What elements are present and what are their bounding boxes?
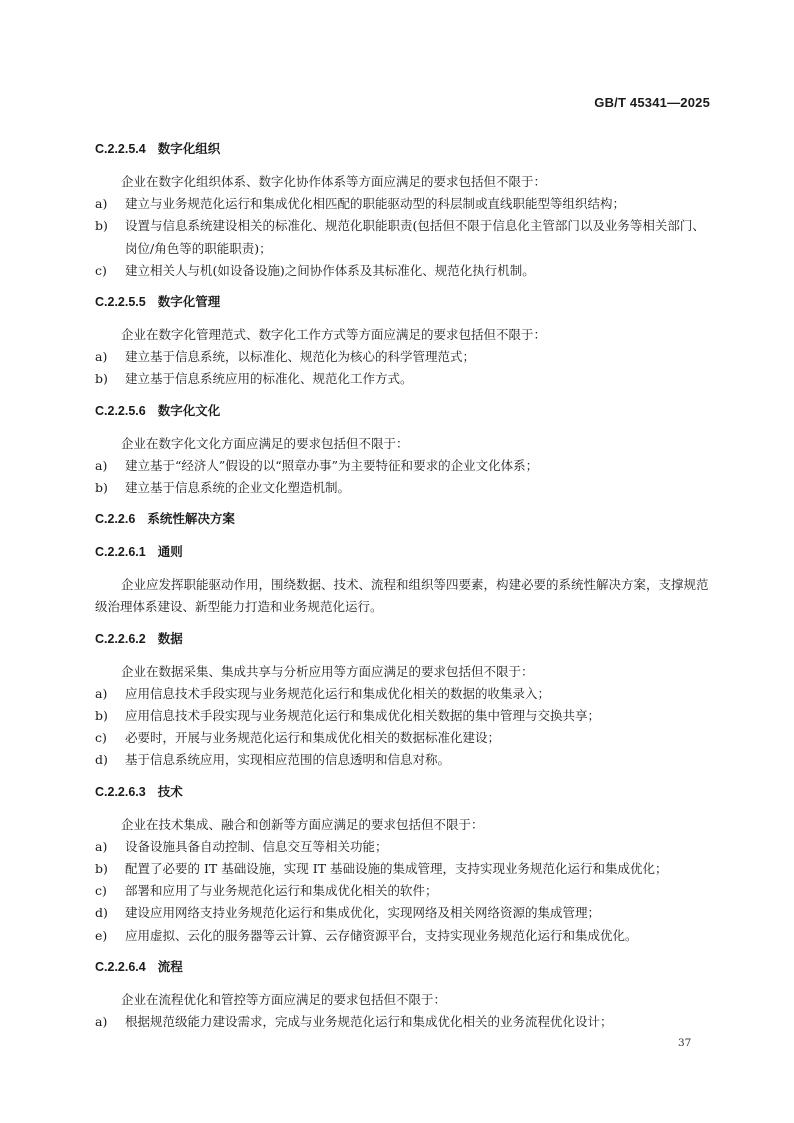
list-item-text: 建立与业务规范化运行和集成优化相匹配的职能驱动型的科层制或直线职能型等组织结构； bbox=[125, 196, 626, 212]
list-item-text: 应用信息技术手段实现与业务规范化运行和集成优化相关的数据的收集录入； bbox=[125, 685, 551, 701]
list-marker: a) bbox=[95, 196, 108, 212]
section-title: 数字化管理 bbox=[157, 295, 221, 310]
list-item-text: 必要时，开展与业务规范化运行和集成优化相关的数据标准化建设； bbox=[125, 730, 501, 746]
list-item-text: 应用虚拟、云化的服务器等云计算、云存储资源平台，支持实现业务规范化运行和集成优化。 bbox=[125, 927, 638, 943]
list-item-text: 应用信息技术手段实现与业务规范化运行和集成优化相关数据的集中管理与交换共享； bbox=[125, 708, 601, 724]
list-item-text: 设备设施具备自动控制、信息交互等相关功能； bbox=[125, 838, 388, 854]
list-marker: a) bbox=[95, 457, 108, 473]
list-marker: c) bbox=[95, 883, 107, 899]
section-number: C.2.2.6.4 bbox=[95, 959, 146, 974]
list-marker: a) bbox=[95, 685, 108, 701]
section-heading bbox=[95, 508, 715, 530]
list-marker: e) bbox=[95, 927, 108, 943]
section-intro: 企业在数字化组织体系、数字化协作体系等方面应满足的要求包括但不限于： bbox=[121, 174, 547, 189]
list-item bbox=[95, 193, 715, 215]
section-heading bbox=[95, 956, 715, 978]
list-item-text: 建设应用网络支持业务规范化运行和集成优化，实现网络及相关网络资源的集成管理； bbox=[125, 905, 601, 921]
section-intro: 企业在流程优化和管控等方面应满足的要求包括但不限于： bbox=[121, 991, 447, 1007]
list-item bbox=[95, 749, 715, 771]
section-heading bbox=[95, 628, 715, 650]
list-marker: b) bbox=[95, 371, 108, 387]
list-item-text: 配置了必要的 IT 基础设施，实现 IT 基础设施的集成管理，支持实现业务规范化运行和集成优化； bbox=[125, 861, 668, 877]
list-item-text: 建立基于信息系统，以标准化、规范化为核心的科学管理范式； bbox=[125, 349, 476, 365]
list-item-text: 部署和应用了与业务规范化运行和集成优化相关的软件； bbox=[125, 883, 438, 899]
list-item-text: 根据规范级能力建设需求，完成与业务规范化运行和集成优化相关的业务流程优化设计； bbox=[125, 1014, 613, 1030]
list-marker: a) bbox=[95, 349, 108, 365]
list-item bbox=[95, 902, 715, 924]
section-heading bbox=[95, 781, 715, 803]
section-heading bbox=[95, 400, 715, 422]
section-title: 系统性解决方案 bbox=[147, 512, 235, 527]
list-marker: a) bbox=[95, 1014, 108, 1030]
section-intro: 企业在数字化管理范式、数字化工作方式等方面应满足的要求包括但不限于： bbox=[121, 327, 547, 343]
section-number: C.2.2.5.6 bbox=[95, 403, 146, 418]
list-item bbox=[95, 260, 715, 282]
section-number: C.2.2.6 bbox=[95, 512, 136, 527]
section-intro: 企业在数据采集、集成共享与分析应用等方面应满足的要求包括但不限于： bbox=[121, 663, 534, 679]
list-item bbox=[95, 727, 715, 749]
list-item-text: 建立基于信息系统应用的标准化、规范化工作方式。 bbox=[125, 371, 413, 387]
list-item bbox=[95, 1011, 715, 1033]
standard-code: GB/T 45341—2025 bbox=[594, 95, 710, 110]
list-marker: c) bbox=[95, 730, 107, 746]
section-title: 数据 bbox=[157, 631, 183, 646]
list-item bbox=[95, 215, 715, 259]
page-number: 37 bbox=[678, 1037, 692, 1049]
section-number: C.2.2.5.4 bbox=[95, 142, 146, 156]
list-marker: d) bbox=[95, 752, 108, 768]
section-intro: 企业应发挥职能驱动作用，围绕数据、技术、流程和组织等四要素，构建必要的系统性解决方案，支撑规范级治理体系建设、新型能力打造和业务规范化运行。 bbox=[95, 577, 709, 615]
list-item bbox=[95, 880, 715, 902]
section-heading bbox=[95, 291, 715, 313]
list-item bbox=[95, 858, 715, 880]
section-number: C.2.2.6.1 bbox=[95, 545, 146, 560]
section-title: 通则 bbox=[157, 545, 183, 560]
list-item-text: 设置与信息系统建设相关的标准化、规范化职能职责(包括但不限于信息化主管部门以及业务等相关部门、岗位/角色等的职能职责)； bbox=[125, 218, 705, 256]
list-item bbox=[95, 683, 715, 705]
section-heading bbox=[95, 138, 715, 160]
list-item bbox=[95, 455, 715, 477]
section-number: C.2.2.5.5 bbox=[95, 295, 146, 310]
list-marker: b) bbox=[95, 708, 108, 724]
list-item-text: 建立基于信息系统的企业文化塑造机制。 bbox=[125, 480, 351, 496]
list-marker: d) bbox=[95, 905, 108, 921]
list-item bbox=[95, 705, 715, 727]
section-title: 数字化组织 bbox=[157, 142, 221, 156]
section-title: 数字化文化 bbox=[157, 403, 221, 418]
section-number: C.2.2.6.3 bbox=[95, 784, 146, 799]
section-title: 流程 bbox=[157, 959, 183, 974]
list-item-text: 基于信息系统应用，实现相应范围的信息透明和信息对称。 bbox=[125, 752, 451, 768]
list-marker: b) bbox=[95, 861, 108, 877]
list-item bbox=[95, 477, 715, 499]
list-marker: a) bbox=[95, 838, 108, 854]
list-item-text: 建立基于“经济人”假设的以“照章办事”为主要特征和要求的企业文化体系； bbox=[125, 457, 539, 473]
list-item bbox=[95, 346, 715, 368]
section-intro: 企业在技术集成、融合和创新等方面应满足的要求包括但不限于： bbox=[121, 816, 484, 832]
section-heading bbox=[95, 541, 715, 563]
document-body bbox=[95, 138, 715, 1033]
list-item-text: 建立相关人与机(如设备设施)之间协作体系及其标准化、规范化执行机制。 bbox=[125, 262, 535, 278]
section-intro: 企业在数字化文化方面应满足的要求包括但不限于： bbox=[121, 435, 409, 451]
list-item bbox=[95, 368, 715, 390]
list-marker: c) bbox=[95, 262, 107, 278]
section-number: C.2.2.6.2 bbox=[95, 631, 146, 646]
section-title: 技术 bbox=[157, 784, 183, 799]
list-item bbox=[95, 925, 715, 947]
list-marker: b) bbox=[95, 480, 108, 496]
list-marker: b) bbox=[95, 218, 108, 234]
list-item bbox=[95, 836, 715, 858]
